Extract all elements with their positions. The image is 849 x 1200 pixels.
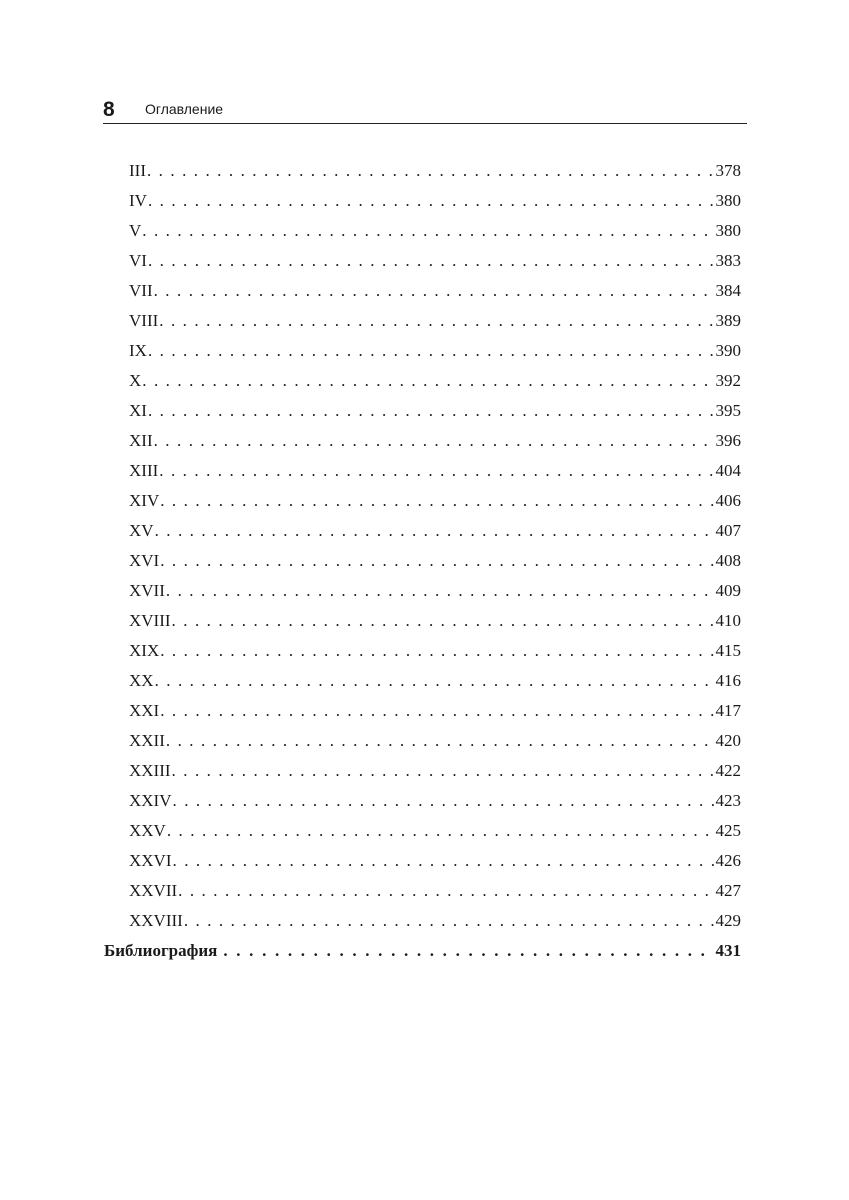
toc-entry-page: 390 bbox=[715, 341, 741, 360]
dot-leader bbox=[159, 460, 714, 482]
toc-entry-label: V bbox=[129, 221, 142, 240]
toc-entry-page: 415 bbox=[715, 641, 741, 660]
toc-entry-label: XXIV bbox=[129, 791, 172, 810]
toc-entry-label: XIX bbox=[129, 641, 160, 660]
toc-entry-label: XXVII bbox=[129, 881, 178, 900]
toc-entry-label: XI bbox=[129, 401, 147, 420]
toc-entry[interactable] bbox=[129, 490, 741, 512]
toc-entry[interactable] bbox=[129, 850, 741, 872]
toc-entry-label: IV bbox=[129, 191, 147, 210]
dot-leader bbox=[166, 730, 715, 752]
toc-entry[interactable] bbox=[129, 910, 741, 932]
toc-entry[interactable] bbox=[129, 670, 741, 692]
toc-entry-page: 396 bbox=[715, 431, 741, 450]
toc-entry-label: XVI bbox=[129, 551, 160, 570]
toc-entry[interactable] bbox=[129, 550, 741, 572]
dot-leader bbox=[173, 850, 715, 872]
toc-entry-page: 410 bbox=[715, 611, 741, 630]
running-title: Оглавление bbox=[145, 101, 224, 117]
toc-entry[interactable] bbox=[129, 520, 741, 542]
toc-entry-page: 416 bbox=[715, 671, 741, 690]
toc-entry-page: 422 bbox=[715, 761, 741, 780]
toc-entry-label: XXII bbox=[129, 731, 165, 750]
toc-entry-page: 417 bbox=[715, 701, 741, 720]
toc-entry-bibliography[interactable] bbox=[104, 940, 741, 962]
page-number: 8 bbox=[103, 98, 115, 121]
toc-entry-label: XIII bbox=[129, 461, 159, 480]
toc-entry-page: 383 bbox=[715, 251, 741, 270]
toc-entry-label: XIV bbox=[129, 491, 160, 510]
dot-leader bbox=[167, 820, 715, 842]
dot-leader bbox=[166, 580, 715, 602]
toc-entry-label: XXIII bbox=[129, 761, 171, 780]
dot-leader bbox=[160, 550, 714, 572]
toc-entry-label: XV bbox=[129, 521, 154, 540]
toc-entry-page: 392 bbox=[715, 371, 741, 390]
toc-entry[interactable] bbox=[129, 760, 741, 782]
toc-entry-page: 427 bbox=[715, 881, 741, 900]
toc-entry-page: 408 bbox=[715, 551, 741, 570]
dot-leader bbox=[154, 430, 715, 452]
toc-entry-label: VIII bbox=[129, 311, 159, 330]
dot-leader bbox=[148, 190, 715, 212]
toc-entry-label: Библиография bbox=[104, 941, 218, 960]
toc-entry[interactable] bbox=[129, 250, 741, 272]
toc-entry-page: 378 bbox=[715, 161, 741, 180]
toc-entry[interactable] bbox=[129, 790, 741, 812]
toc-entry[interactable] bbox=[129, 340, 741, 362]
dot-leader bbox=[148, 250, 715, 272]
toc-entry-page: 406 bbox=[715, 491, 741, 510]
toc-entry-page: 380 bbox=[715, 221, 741, 240]
dot-leader bbox=[160, 640, 714, 662]
toc-entry[interactable] bbox=[129, 580, 741, 602]
toc-entry-label: III bbox=[129, 161, 146, 180]
toc-entry[interactable] bbox=[129, 640, 741, 662]
toc-entry-page: 426 bbox=[715, 851, 741, 870]
toc-entry-page: 431 bbox=[715, 941, 741, 960]
toc-entry-page: 380 bbox=[715, 191, 741, 210]
dot-leader bbox=[155, 670, 715, 692]
toc-entry[interactable] bbox=[129, 880, 741, 902]
toc-entry[interactable] bbox=[129, 820, 741, 842]
toc-entry-page: 404 bbox=[715, 461, 741, 480]
dot-leader bbox=[172, 760, 715, 782]
toc-entry-page: 420 bbox=[715, 731, 741, 750]
toc-entry-label: XXV bbox=[129, 821, 166, 840]
toc-entry[interactable] bbox=[129, 160, 741, 182]
dot-leader bbox=[184, 910, 715, 932]
toc-entry-label: XXVIII bbox=[129, 911, 183, 930]
dot-leader bbox=[148, 400, 715, 422]
dot-leader bbox=[148, 340, 715, 362]
toc-entry-page: 395 bbox=[715, 401, 741, 420]
toc-entry-page: 407 bbox=[715, 521, 741, 540]
dot-leader bbox=[172, 610, 715, 632]
toc-entry[interactable] bbox=[129, 430, 741, 452]
toc-entry-page: 384 bbox=[715, 281, 741, 300]
toc-entry[interactable] bbox=[129, 310, 741, 332]
dot-leader bbox=[223, 940, 709, 962]
dot-leader bbox=[142, 370, 714, 392]
toc-entry-page: 389 bbox=[715, 311, 741, 330]
dot-leader bbox=[160, 700, 714, 722]
toc-entry[interactable] bbox=[129, 220, 741, 242]
dot-leader bbox=[178, 880, 714, 902]
dot-leader bbox=[142, 220, 714, 242]
toc-entry-label: XXVI bbox=[129, 851, 172, 870]
toc-entry-page: 423 bbox=[715, 791, 741, 810]
toc-entry[interactable] bbox=[129, 730, 741, 752]
dot-leader bbox=[160, 490, 714, 512]
toc-entry[interactable] bbox=[129, 700, 741, 722]
dot-leader bbox=[159, 310, 714, 332]
toc-entry-label: XVIII bbox=[129, 611, 171, 630]
toc-entry-label: X bbox=[129, 371, 142, 390]
dot-leader bbox=[155, 520, 715, 542]
dot-leader bbox=[173, 790, 715, 812]
dot-leader bbox=[154, 280, 715, 302]
toc-entry-label: XVII bbox=[129, 581, 165, 600]
toc-entry-page: 409 bbox=[715, 581, 741, 600]
toc-entry[interactable] bbox=[129, 280, 741, 302]
toc-entry[interactable] bbox=[129, 460, 741, 482]
dot-leader bbox=[147, 160, 715, 182]
toc-entry-page: 429 bbox=[715, 911, 741, 930]
toc-entry[interactable] bbox=[129, 610, 741, 632]
toc-entry[interactable] bbox=[129, 190, 741, 212]
toc-entry[interactable] bbox=[129, 400, 741, 422]
page-header bbox=[103, 95, 747, 124]
toc-entry-label: VI bbox=[129, 251, 147, 270]
toc-entry-label: IX bbox=[129, 341, 147, 360]
toc-entry-label: XXI bbox=[129, 701, 160, 720]
toc-entry-label: VII bbox=[129, 281, 153, 300]
toc-entry[interactable] bbox=[129, 370, 741, 392]
toc-entry-page: 425 bbox=[715, 821, 741, 840]
toc-entry-label: XII bbox=[129, 431, 153, 450]
toc-entry-label: XX bbox=[129, 671, 154, 690]
